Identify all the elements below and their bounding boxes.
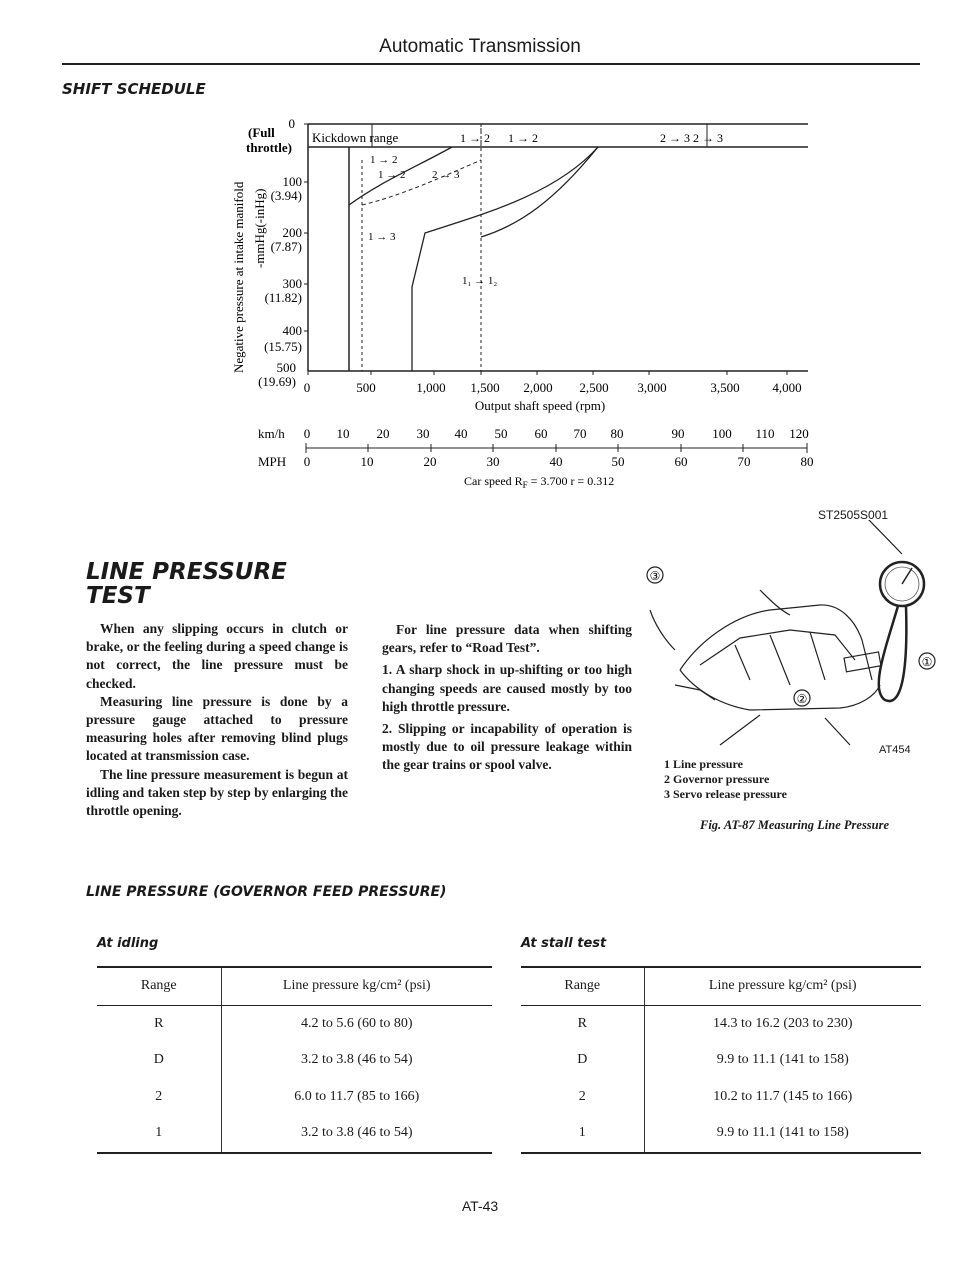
- table-row: [521, 1042, 921, 1079]
- shift-label-11-12: 1₁ → 1₂: [462, 275, 498, 287]
- table-row: [97, 1042, 492, 1079]
- shift-label-2-3-inner: 2 → 3: [432, 169, 460, 181]
- shift-label-1-2: 1 → 2: [460, 131, 490, 145]
- kmh-tick: 10: [336, 426, 350, 441]
- line-pressure-test-heading: LINE PRESSURE TEST: [86, 559, 287, 609]
- x-tick-label: 3,000: [637, 380, 667, 395]
- table-row: [521, 1115, 921, 1153]
- y-axis-unit: -mmHg(-inHg): [252, 188, 267, 268]
- kmh-tick: 80: [610, 426, 624, 441]
- line-pressure-figure: [640, 520, 940, 765]
- kmh-tick: 70: [573, 426, 587, 441]
- mph-tick: 60: [674, 454, 688, 469]
- mph-label: MPH: [258, 454, 287, 469]
- y-tick-label: 500: [276, 360, 296, 375]
- shift-label-1-3: 1 → 3: [368, 231, 396, 243]
- shift-label-2-3: 2 → 3 2 → 3: [660, 131, 723, 145]
- car-speed-note: Car speed $R_F = 3.700$ r = 0.312: [464, 474, 615, 490]
- paragraph: Measuring line pressure is done by a pressure gauge attached to pressure measuring holes after removing blind plugs located at transmission case.: [86, 693, 348, 764]
- table-cell: 3.2 to 3.8 (46 to 54): [221, 1115, 492, 1153]
- mph-tick: 0: [303, 454, 311, 469]
- stall-pressure-table: [521, 966, 921, 1154]
- figure-ref-code: AT454: [879, 744, 911, 756]
- y-tick-alt-label: (15.75): [264, 339, 302, 354]
- x-axis-label: Output shaft speed (rpm): [474, 398, 606, 413]
- curve-2-3-b: [481, 147, 598, 237]
- kmh-tick: 40: [454, 426, 468, 441]
- kmh-scale: [304, 426, 809, 441]
- figure-caption: Fig. AT-87 Measuring Line Pressure: [700, 818, 890, 832]
- paragraph: When any slipping occurs in clutch or brake, or the feeling during a speed change is not correct, the line pressure must be checked.: [86, 621, 348, 691]
- mph-tick: 40: [549, 454, 563, 469]
- y-tick-label: 400: [282, 323, 302, 338]
- y-tick-alt-label: (3.94): [270, 188, 302, 203]
- legend-item: 3 Servo release pressure: [664, 787, 787, 801]
- mph-tick: 30: [486, 454, 500, 469]
- x-tick-label: 1,500: [470, 380, 500, 395]
- mph-tick: 20: [423, 454, 437, 469]
- shift-label-1-2-inner: 1 → 2: [370, 154, 398, 166]
- legend-item: 1 Line pressure: [664, 757, 743, 771]
- kmh-tick: 0: [303, 426, 311, 441]
- table-cell: 2: [521, 1079, 644, 1116]
- table-header-cell: Line pressure kg/cm² (psi): [221, 967, 492, 1005]
- mph-scale: [304, 454, 814, 469]
- kmh-tick: 110: [755, 426, 775, 441]
- kmh-tick: 20: [376, 426, 390, 441]
- callout-2-label: ②: [796, 692, 808, 706]
- mph-tick: 70: [737, 454, 751, 469]
- table-cell: 2: [97, 1079, 221, 1116]
- curve-2-3-dashed: [362, 160, 481, 205]
- table-row: [97, 1115, 492, 1153]
- kickdown-label: Kickdown range: [312, 130, 399, 145]
- table-header-row: [97, 967, 492, 1005]
- mph-tick: 80: [800, 454, 814, 469]
- y-tick-label: 100: [282, 174, 302, 189]
- mph-tick: 10: [360, 454, 374, 469]
- y-tick-alt-label: (11.82): [264, 290, 302, 305]
- tool-code-label: ST2505S001: [818, 508, 889, 522]
- kmh-tick: 30: [416, 426, 430, 441]
- table-header-cell: Line pressure kg/cm² (psi): [644, 967, 921, 1005]
- y-axis-title: Negative pressure at intake manifold: [231, 181, 246, 373]
- y-tick-alt-label: (19.69): [258, 374, 296, 389]
- line-pressure-notes: [382, 621, 632, 775]
- table-cell: 1: [97, 1115, 221, 1153]
- table-cell: 14.3 to 16.2 (203 to 230): [712, 1015, 853, 1031]
- kmh-tick: 60: [534, 426, 548, 441]
- figure-legend: [664, 757, 787, 802]
- x-tick-label: 0: [303, 380, 311, 395]
- table-cell: 9.9 to 11.1 (141 to 158): [644, 1115, 921, 1153]
- table-cell: 6.0 to 11.7 (85 to 166): [294, 1088, 420, 1104]
- table-row: [97, 1079, 492, 1116]
- y-tick-label: 0: [288, 116, 295, 131]
- table-header-cell: Range: [521, 967, 644, 1005]
- legend-item: 2 Governor pressure: [664, 772, 770, 786]
- table-header-cell: Range: [97, 967, 221, 1005]
- page-number: AT-43: [461, 1198, 499, 1214]
- table-cell: R: [521, 1005, 644, 1042]
- governor-feed-heading: LINE PRESSURE (GOVERNOR FEED PRESSURE): [86, 884, 447, 900]
- gauge-hose: [879, 606, 907, 701]
- table-cell: R: [97, 1005, 221, 1042]
- y-tick-label: 200: [282, 225, 302, 240]
- idling-pressure-table: [97, 966, 492, 1154]
- x-tick-label: 2,000: [523, 380, 553, 395]
- x-tick-label: 2,500: [579, 380, 609, 395]
- table-cell: 10.2 to 11.7 (145 to 166): [713, 1088, 853, 1104]
- full-throttle-label: (Full: [248, 125, 275, 140]
- at-stall-heading: At stall test: [521, 936, 607, 951]
- table-row: [521, 1079, 921, 1116]
- at-idling-heading: At idling: [97, 936, 159, 951]
- callout-1-label: ①: [921, 655, 933, 669]
- shift-label-1-2-inner-b: 1 → 2: [378, 169, 406, 181]
- x-tick-label: 1,000: [416, 380, 446, 395]
- x-tick-label: 4,000: [772, 380, 802, 395]
- kmh-tick: 120: [789, 426, 809, 441]
- shift-schedule-diagram: [0, 0, 960, 500]
- table-cell: 3.2 to 3.8 (46 to 54): [300, 1052, 413, 1068]
- table-cell: D: [97, 1042, 221, 1079]
- page-header-title: Automatic Transmission: [379, 36, 581, 57]
- kmh-tick: 100: [712, 426, 732, 441]
- callout-3-label: ③: [649, 569, 661, 583]
- table-cell: 9.9 to 11.1 (141 to 158): [716, 1052, 849, 1068]
- kmh-tick: 50: [494, 426, 508, 441]
- table-cell: D: [521, 1042, 644, 1079]
- shift-schedule-heading: SHIFT SCHEDULE: [62, 80, 206, 98]
- table-cell: 1: [521, 1115, 644, 1153]
- table-cell: 4.2 to 5.6 (60 to 80): [300, 1015, 413, 1031]
- note-item: 1. A sharp shock in up-shifting or too high changing speeds are caused mostly by too high throttle pressure.: [382, 662, 632, 714]
- full-throttle-label-2: throttle): [246, 140, 292, 155]
- note-item: 2. Slipping or incapability of operation is mostly due to oil pressure leakage within the gear trains or spool valve.: [382, 721, 632, 773]
- x-tick-label: 3,500: [710, 380, 740, 395]
- mph-tick: 50: [611, 454, 625, 469]
- line-pressure-intro: [86, 620, 348, 820]
- y-tick-label: 300: [282, 276, 302, 291]
- kmh-label: km/h: [258, 426, 285, 441]
- y-tick-alt-label: (7.87): [270, 239, 302, 254]
- shift-label-1-2-b: 1 → 2: [508, 131, 538, 145]
- table-row: [521, 1005, 921, 1042]
- transmission-case-sketch: [650, 590, 881, 745]
- table-row: [97, 1005, 492, 1042]
- x-tick-label: 500: [356, 380, 376, 395]
- kmh-tick: 90: [671, 426, 685, 441]
- paragraph: For line pressure data when shifting gears, refer to “Road Test”.: [382, 622, 632, 656]
- paragraph: The line pressure measurement is begun at idling and taken step by step by enlarging the throttle opening.: [86, 766, 348, 819]
- table-header-row: [521, 967, 921, 1005]
